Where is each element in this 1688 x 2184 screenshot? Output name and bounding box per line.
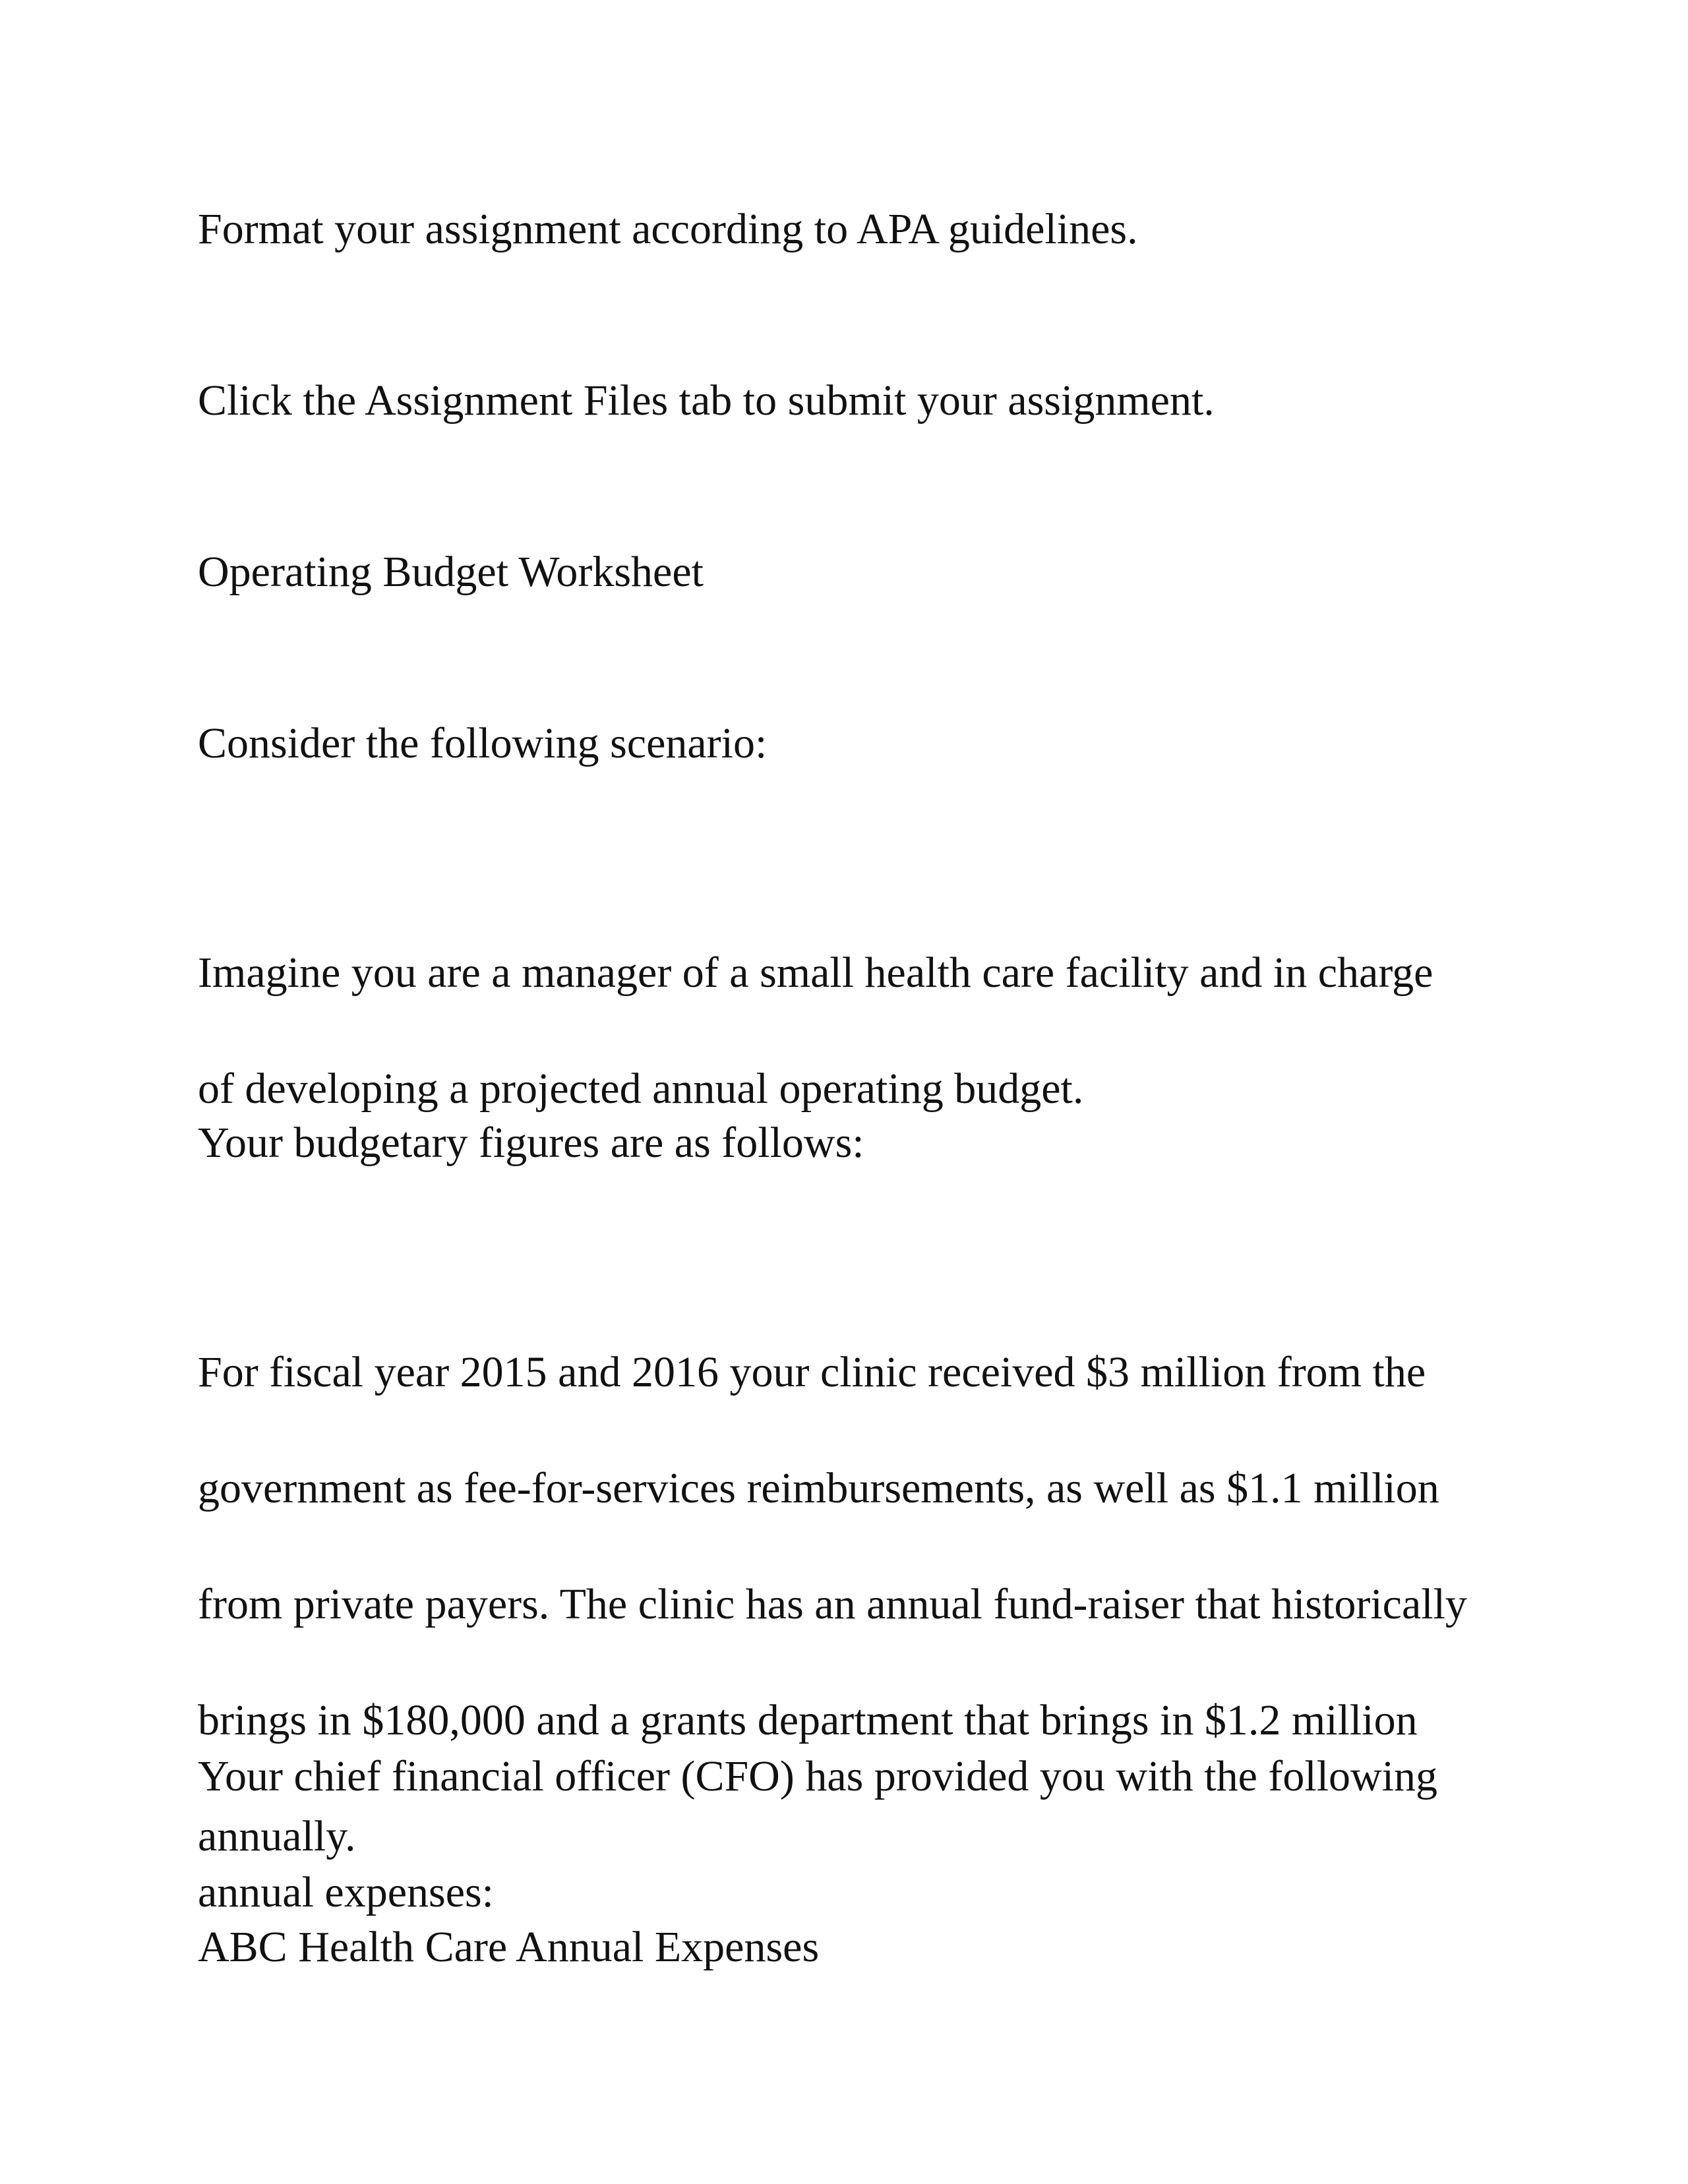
text-line: government as fee-for-services reimbursements, as well as $1.1 million (198, 1464, 1439, 1512)
paragraph-submit-instructions: Click the Assignment Files tab to submit your assignment. (198, 376, 1215, 425)
paragraph-consider-scenario: Consider the following scenario: (198, 719, 768, 767)
text-line: Imagine you are a manager of a small health care facility and in charge (198, 949, 1433, 997)
text-line: brings in $180,000 and a grants department that brings in $1.2 million (198, 1696, 1418, 1744)
text-line: For fiscal year 2015 and 2016 your clinic received $3 million from the (198, 1348, 1426, 1396)
text-line: annually. (198, 1812, 356, 1860)
paragraph-budgetary-figures: Your budgetary figures are as follows: (198, 1119, 864, 1167)
heading-operating-budget-worksheet: Operating Budget Worksheet (198, 548, 704, 596)
text-line: from private payers. The clinic has an annual fund-raiser that historically (198, 1580, 1467, 1628)
paragraph-apa-format: Format your assignment according to APA guidelines. (198, 205, 1138, 253)
text-line: of developing a projected annual operating budget. (198, 1065, 1084, 1113)
heading-annual-expenses: ABC Health Care Annual Expenses (198, 1923, 820, 1971)
text-line: Your chief financial officer (CFO) has provided you with the following (198, 1752, 1438, 1800)
text-line: annual expenses: (198, 1868, 495, 1916)
